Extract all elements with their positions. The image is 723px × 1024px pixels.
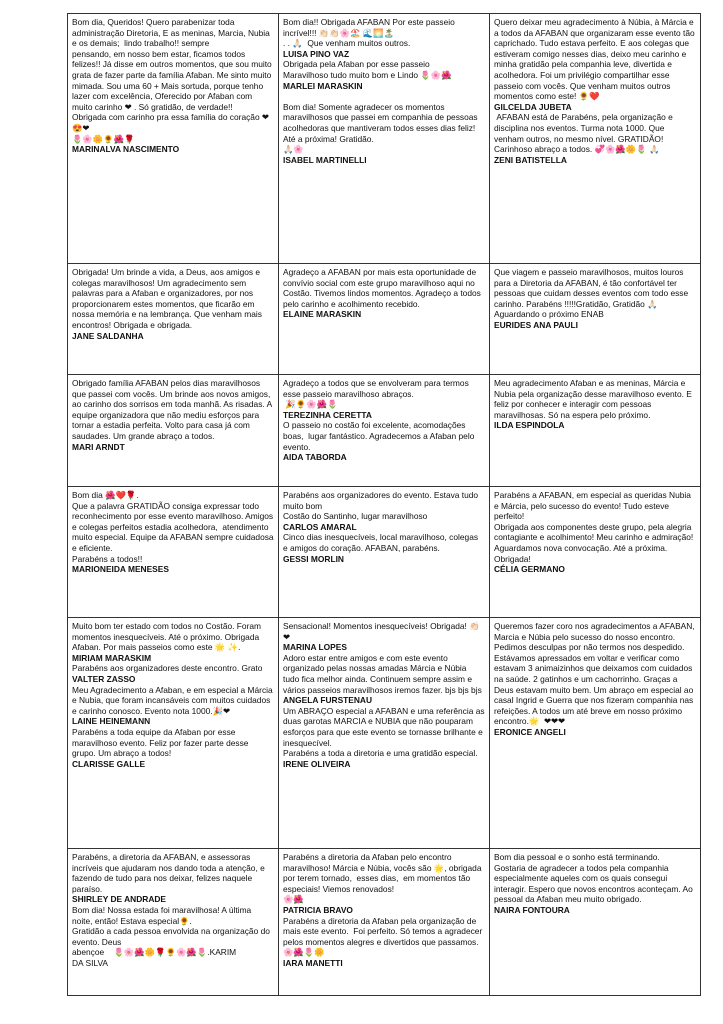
author-name: ISABEL MARTINELLI: [283, 154, 367, 165]
author-name: MARINA LOPES: [283, 642, 347, 653]
testimonial-text: Um ABRAÇO especial a AFABAN e uma referência as duas garotas MARCIA e NUBIA que não pouparam esforços para que este evento se tornasse brilhante e inesquecível. Parabéns a toda a diretoria e uma gratidão especial.: [283, 705, 485, 759]
testimonial-cell: [68, 264, 279, 375]
testimonial-cell: [68, 487, 279, 618]
table-row: [68, 849, 701, 996]
testimonial-text: Bom dia! Nossa estada foi maravilhosa! A última noite, então! Estava especial🌻. Gratidão a cada pessoa envolvida na organização do evento. Deus abençoe 🌷🌸🌺🌼🌹🌻🌸🌺🌷.KARIM DA SILVA: [72, 904, 270, 968]
author-name: ZENI BATISTELLA: [494, 154, 567, 165]
testimonial-text: Parabéns aos organizadores deste encontro. Grato: [72, 663, 265, 674]
testimonial-text: Parabéns aos organizadores do evento. Estava tudo muito bom Costão do Santinho, lugar maravilhoso: [283, 490, 479, 522]
testimonial-text: Agradeço a AFABAN por mais esta oportunidade de convívio social com este grupo maravilhoso aqui no Costão. Tivemos lindos momentos. Agradeço a todos pelo carinho e acolhimento recebido.: [283, 267, 484, 309]
testimonial-cell: [490, 375, 701, 487]
testimonial-text: Muito bom ter estado com todos no Costão. Foram momentos inesquecíveis. Até o próximo. Obrigada Afaban. Por mais passeios como este 🌟 ✨.: [72, 621, 264, 653]
testimonial-text: Bom dia, Queridos! Quero parabenizar toda administração Diretoria, E as meninas, Marcia, Nubia e os demais; lindo trabalho!! sempre pensando, em nosso bem estar, ficamos todos felizes!! Já disse em outros momentos, que sou muito grata de fazer parte da família Afaban. Me sinto muito mimada. Sou uma 60 + Mais sortuda, porque tenho lazer com excelência, Oferecido por Afaban com muito carinho ❤ . Só gratidão, de verdade!! Obrigada com carinho pra essa família do coração ❤ 😍❤ 🌷🌸🌼🌻🌺🌹: [72, 17, 272, 144]
testimonial-cell: [279, 264, 490, 375]
table-row: [68, 487, 701, 618]
testimonial-text: Que viagem e passeio maravilhosos, muitos louros para a Diretoria da AFABAN, é tão confortável ter pessoas que cuidam desses eventos com todo esse carinho. Parabéns !!!!!Gratidão, Gratidão 🙏🏻Aguardando o próximo ENAB: [494, 267, 691, 320]
author-name: SHIRLEY DE ANDRADE: [72, 894, 166, 905]
author-name: IARA MANETTI: [283, 957, 343, 968]
testimonial-cell: [279, 14, 490, 264]
author-name: GESSI MORLIN: [283, 553, 344, 564]
testimonial-cell: [490, 14, 701, 264]
testimonial-cell: [279, 618, 490, 849]
testimonial-text: Parabéns, a diretoria da AFABAN, e assessoras incríveis que ajudaram nos dando toda a atenção, e fazendo de tudo para nos deixar, felizes naquele paraíso.: [72, 852, 268, 894]
testimonial-text: Parabéns a toda equipe da Afaban por esse maravilhoso evento. Feliz por fazer parte desse grupo. Um abraço a todos!: [72, 726, 251, 759]
testimonial-text: Sensacional! Momentos inesquecíveis! Obrigada! 👏🏻❤: [283, 621, 480, 642]
testimonial-text: Meu agradecimento Afaban e as meninas, Márcia e Nubia pela organização desse maravilhoso evento. E feliz por conhecer e interagir com pessoas maravilhosas. Só na espera pelo próximo.: [494, 378, 695, 420]
author-name: MARINALVA NASCIMENTO: [72, 144, 180, 155]
testimonial-text: Agradeço a todos que se envolveram para termos esse passeio maravilhoso abraços. 🎉🌻🌸🌺🌷: [283, 378, 469, 410]
testimonial-text: Obrigada! Um brinde a vida, a Deus, aos amigos e colegas maravilhosos! Um agradecimento sem palavras para a Afaban e organizadores, por nos proporcionarem estes momentos, que ficarão em nossa memória e na lembrança. Que venham mais encontros! Obrigada e obrigada.: [72, 267, 265, 330]
author-name: NAIRA FONTOURA: [494, 904, 570, 915]
testimonial-cell: [279, 375, 490, 487]
testimonial-cell: [490, 487, 701, 618]
testimonial-text: Adoro estar entre amigos e com este evento organizado pelas nossas amadas Márcia e Núbia tudo fica melhor ainda. Continuem sempre assim e vários passeios maravilhosos iremos fazer. bjs bjs bjs: [283, 652, 482, 695]
testimonial-text: O passeio no costão foi excelente, acomodações boas, lugar fantástico. Agradecemos a Afaban pelo evento.: [283, 420, 477, 452]
testimonial-text: Parabéns a diretoria da Afaban pelo encontro maravilhoso! Márcia e Núbia, vocês são 🌟, obrigada por terem tornado, esses dias, em momentos tão especiais! Viemos renovados! 🌸🌺: [283, 852, 482, 905]
testimonial-text: Queremos fazer coro nos agradecimentos a AFABAN, Marcia e Núbia pelo sucesso do nosso encontro. Pedimos desculpas por não termos nos despedido. Estávamos apressados em voltar e verificar como estavam 3 animaizinhos que deixamos com cuidados na saúde. 2 gatinhos e um cachorrinho. Graças a Deus estavam muito bem. Um abraço em especial ao casal Ingrid e Guerra que nos fizeram companhia nas refeições. A todos um até breve em nosso próximo encontro.🌟 ❤❤❤: [494, 621, 695, 727]
testimonial-cell: [68, 618, 279, 849]
author-name: PATRICIA BRAVO: [283, 904, 353, 915]
author-name: ILDA ESPINDOLA: [494, 420, 565, 431]
author-name: CARLOS AMARAL: [283, 521, 357, 532]
author-name: MIRIAM MARASKIM: [72, 652, 152, 663]
author-name: EURIDES ANA PAULI: [494, 319, 578, 330]
testimonial-text: Parabéns a AFABAN, em especial as queridas Nubia e Márcia, pelo sucesso do evento! Tudo esteve perfeito! Obrigada aos componentes deste grupo, pela alegria contagiante e acolhimento! Meu carinho e admiração! Aguardamos nova convocação. Até a próxima. Obrigada!: [494, 490, 694, 564]
author-name: LAINE HEINEMANN: [72, 716, 151, 727]
author-name: ELAINE MARASKIN: [283, 309, 362, 320]
testimonial-cell: [279, 849, 490, 996]
testimonial-text: Bom dia 🌺❤️🌹. Que a palavra GRATIDÃO consiga expressar todo reconhecimento por esse evento maravilhoso. Amigos e colegas perfeitos estadia acolhedora, atendimento muito especial. Equipe da AFABAN sempre cuidadosa e eficiente. Parabéns a todos!!: [72, 490, 274, 564]
author-name: ANGELA FURSTENAU: [283, 695, 373, 706]
author-name: GILCELDA JUBETA: [494, 101, 572, 112]
testimonial-text: Obrigada pela Afaban por esse passeio Maravilhoso tudo muito bom e Lindo 🌷🌸🌺: [283, 59, 452, 80]
author-name: MARLEI MARASKIN: [283, 80, 363, 91]
author-name: IRENE OLIVEIRA: [283, 758, 351, 769]
testimonial-text: Bom dia!! Obrigada AFABAN Por este passeio incrível!!! 👏🏻👏🏻🌸🏖️ 🌊🌅🏝️ . . 🙏🏻 Que venham muitos outros.: [283, 17, 455, 49]
testimonials-table: [67, 13, 701, 996]
testimonial-text: Bom dia pessoal e o sonho está terminando. Gostaria de agradecer a todos pela companhia especialmente aqueles com os quais consegui interagir. Espero que novos encontros aconteçam. Ao pessoal da Afaban meu muito obrigado.: [494, 852, 696, 905]
testimonial-text: AFABAN está de Parabéns, pela organização e disciplina nos eventos. Turma nota 1000. Que venham outros, no mesmo nível. GRATIDÃO! Carinhoso abraço a todos. 💞🌸🌺🌼🌷 🙏🏻: [494, 112, 676, 155]
testimonial-text: Quero deixar meu agradecimento à Núbia, à Márcia e a todos da AFABAN que organizaram esse evento tão caprichado. Tudo estava perfeito. E aos colegas que estiveram comigo nesses dias, deixo meu carinho e minha gratidão pela companhia leve, divertida e acolhedora. Foi um privilégio compartilhar esse passeio com vocês. Que venham muitos outros momentos como este! 🌻❤️: [494, 17, 697, 102]
table-row: [68, 375, 701, 487]
testimonial-text: Parabéns a diretoria da Afaban pela organização de mais este evento. Foi perfeito. Só temos a agradecer pelos momentos alegres e divertidos que passamos.🌸🌺🌷🌼: [283, 915, 485, 958]
author-name: LUISA PINO VAZ: [283, 48, 350, 59]
testimonial-text: Bom dia! Somente agradecer os momentos maravilhosos que passei em companhia de pessoas acolhedoras que mantiveram todos esses dias feliz! Até a próxima! Gratidão. 🙏🏻🌸: [283, 101, 478, 155]
testimonial-cell: [490, 849, 701, 996]
testimonial-cell: [68, 375, 279, 487]
author-name: MARIONEIDA MENESES: [72, 564, 169, 575]
testimonial-cell: [490, 264, 701, 375]
author-name: ERONICE ANGELI: [494, 726, 566, 737]
table-row: [68, 264, 701, 375]
table-row: [68, 14, 701, 264]
testimonial-text: Cinco dias inesquecíveis, local maravilhoso, colegas e amigos do coração. AFABAN, parabéns.: [283, 532, 481, 553]
author-name: TEREZINHA CERETTA: [283, 409, 372, 420]
author-name: MARI ARNDT: [72, 441, 125, 452]
table-row: [68, 618, 701, 849]
author-name: JANE SALDANHA: [72, 330, 144, 341]
author-name: CLARISSE GALLE: [72, 758, 146, 769]
author-name: VALTER ZASSO: [72, 673, 136, 684]
testimonial-text: Meu Agradecimento a Afaban, e em especial a Márcia e Nubia, que foram incansáveis com muitos cuidados e carinho conosco. Evento nota 1000.🎉❤: [72, 684, 275, 716]
testimonial-cell: [279, 487, 490, 618]
testimonial-cell: [68, 14, 279, 264]
testimonial-text: Obrigado família AFABAN pelos dias maravilhosos que passei com vocês. Um brinde aos novos amigos, ao carinho dos sorrisos em toda manhã. As risadas. A equipe organizadora que não mediu esforços para tornar a estadia perfeita. Volto para casa já com saudades. Um grande abraço a todos.: [72, 378, 275, 441]
testimonial-cell: [490, 618, 701, 849]
author-name: CÉLIA GERMANO: [494, 564, 565, 575]
author-name: AIDA TABORDA: [283, 452, 347, 463]
testimonial-cell: [68, 849, 279, 996]
